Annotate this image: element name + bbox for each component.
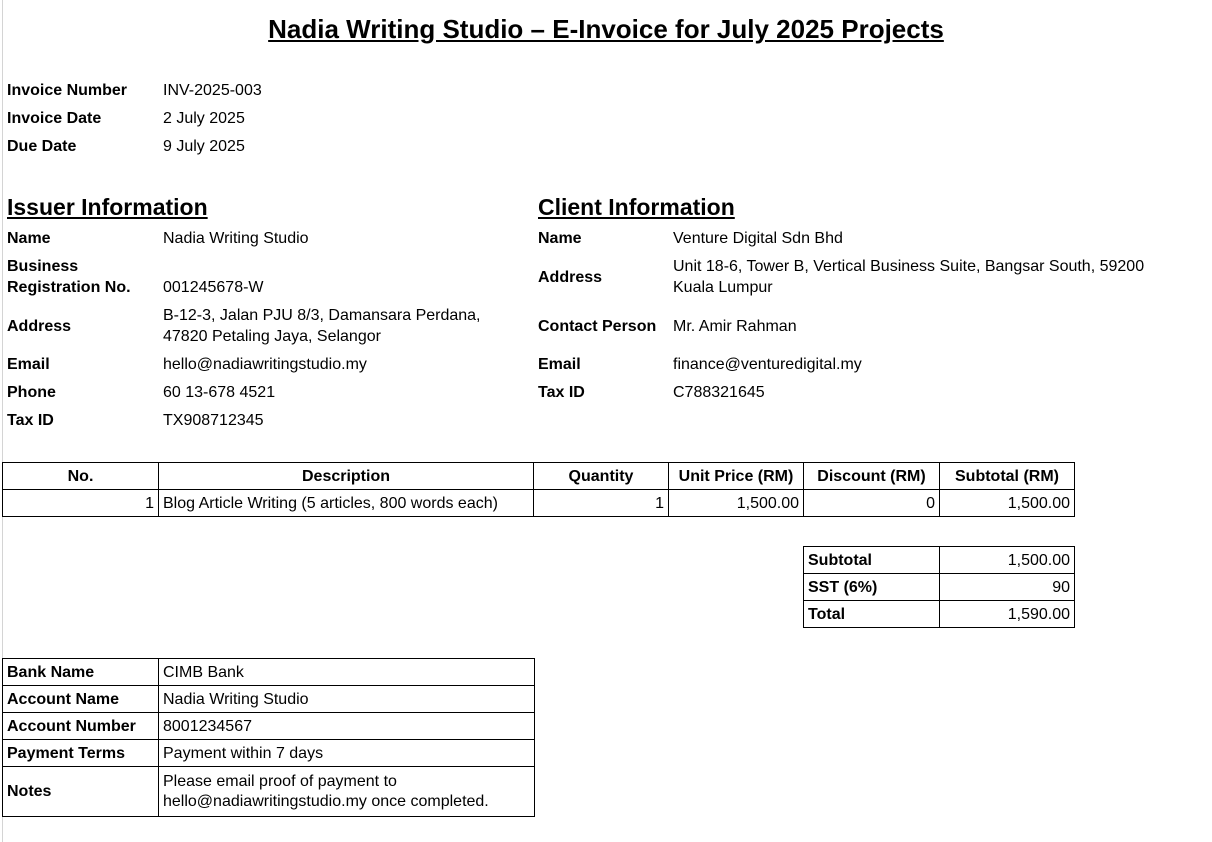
col-header-quantity: Quantity [534,463,669,490]
table-row [3,490,1075,517]
client-name: Venture Digital Sdn Bhd [673,230,843,247]
totals-total-row [804,601,1075,628]
client-address-line2: Kuala Lumpur [673,279,773,296]
issuer-name: Nadia Writing Studio [163,230,309,247]
notes-label: Notes [3,767,159,817]
totals-table [803,546,1075,628]
col-header-discount: Discount (RM) [804,463,940,490]
client-contact: Mr. Amir Rahman [673,318,797,335]
totals-sst-value: 90 [940,574,1075,601]
issuer-phone: 60 13-678 4521 [163,384,276,401]
col-header-description: Description [159,463,534,490]
payment-bank-row [3,659,535,686]
col-header-unit-price: Unit Price (RM) [669,463,804,490]
item-discount: 0 [804,490,940,517]
payment-notes-row [3,767,535,817]
col-header-subtotal: Subtotal (RM) [940,463,1075,490]
payment-details-table [2,658,535,817]
account-number-label: Account Number [3,713,159,740]
issuer-brn-label-line1: Business [7,258,79,275]
totals-total-label: Total [804,601,940,628]
item-unit-price: 1,500.00 [669,490,804,517]
totals-subtotal-label: Subtotal [804,547,940,574]
line-items-header-row [3,463,1075,490]
notes-line1: Please email proof of payment to [163,772,397,790]
client-heading: Client Information [538,194,735,220]
line-items-table [2,462,1075,517]
account-name: Nadia Writing Studio [159,686,535,713]
client-name-label: Name [538,230,582,247]
invoice-title: Nadia Writing Studio – E-Invoice for July 2025 Projects [268,14,944,44]
account-number: 8001234567 [159,713,535,740]
col-header-no: No. [3,463,159,490]
issuer-phone-label: Phone [7,384,56,401]
totals-total-value: 1,590.00 [940,601,1075,628]
issuer-taxid: TX908712345 [163,412,264,429]
client-email: finance@venturedigital.my [673,356,862,373]
invoice-date-value: 2 July 2025 [163,110,245,127]
client-taxid-label: Tax ID [538,384,585,401]
invoice-date-label: Invoice Date [7,110,102,127]
client-contact-label: Contact Person [538,318,657,335]
issuer-heading: Issuer Information [7,194,208,220]
totals-subtotal-value: 1,500.00 [940,547,1075,574]
due-date-label: Due Date [7,138,77,155]
issuer-brn: 001245678-W [163,279,264,296]
item-no: 1 [3,490,159,517]
issuer-address-line2: 47820 Petaling Jaya, Selangor [163,328,381,345]
totals-sst-label: SST (6%) [804,574,940,601]
notes-line2: hello@nadiawritingstudio.my once completed. [163,792,489,810]
payment-terms-row [3,740,535,767]
payment-terms: Payment within 7 days [159,740,535,767]
item-description: Blog Article Writing (5 articles, 800 words each) [159,490,534,517]
payment-terms-label: Payment Terms [3,740,159,767]
payment-account-name-row [3,686,535,713]
invoice-number-label: Invoice Number [7,82,128,99]
issuer-taxid-label: Tax ID [7,412,54,429]
issuer-email: hello@nadiawritingstudio.my [163,356,367,373]
client-email-label: Email [538,356,581,373]
item-subtotal: 1,500.00 [940,490,1075,517]
account-name-label: Account Name [3,686,159,713]
item-quantity: 1 [534,490,669,517]
client-address-line1: Unit 18-6, Tower B, Vertical Business Suite, Bangsar South, 59200 [673,258,1145,275]
issuer-name-label: Name [7,230,51,247]
issuer-brn-label-line2: Registration No. [7,279,131,296]
due-date-value: 9 July 2025 [163,138,245,155]
totals-subtotal-row [804,547,1075,574]
client-address-label: Address [538,269,603,286]
issuer-email-label: Email [7,356,50,373]
invoice-number-value: INV-2025-003 [163,82,262,99]
totals-sst-row [804,574,1075,601]
client-taxid: C788321645 [673,384,765,401]
bank-name-label: Bank Name [3,659,159,686]
bank-name: CIMB Bank [159,659,535,686]
payment-account-number-row [3,713,535,740]
issuer-address-line1: B-12-3, Jalan PJU 8/3, Damansara Perdana, [163,307,481,324]
notes-cell [159,767,535,817]
issuer-address-label: Address [7,318,72,335]
